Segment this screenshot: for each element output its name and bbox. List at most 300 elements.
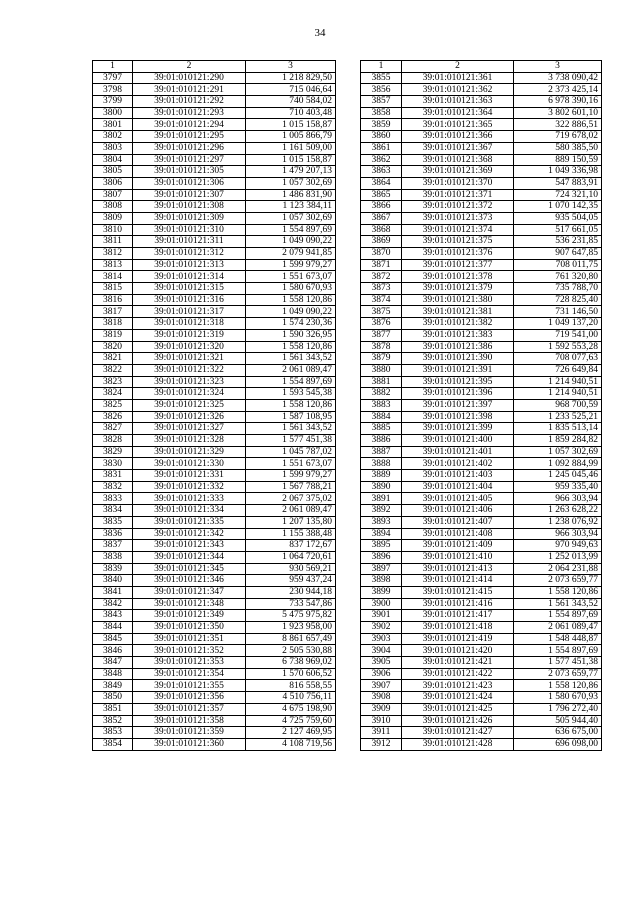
- row-number: 3866: [361, 201, 402, 213]
- table-row: [361, 668, 602, 680]
- cadastral-number: 39:01:010121:396: [402, 388, 514, 400]
- table-row: [361, 551, 602, 563]
- row-number: 3911: [361, 727, 402, 739]
- row-number: 3879: [361, 353, 402, 365]
- value: 708 011,75: [514, 259, 602, 271]
- row-number: 3862: [361, 154, 402, 166]
- table-row: [361, 645, 602, 657]
- value: 710 403,48: [246, 107, 336, 119]
- cadastral-number: 39:01:010121:381: [402, 306, 514, 318]
- row-number: 3812: [93, 248, 133, 260]
- row-number: 3802: [93, 131, 133, 143]
- row-number: 3881: [361, 376, 402, 388]
- value: 2 061 089,47: [246, 505, 336, 517]
- value: 505 944,40: [514, 715, 602, 727]
- value: 1 558 120,86: [514, 680, 602, 692]
- value: 2 079 941,85: [246, 248, 336, 260]
- cadastral-number: 39:01:010121:419: [402, 633, 514, 645]
- cadastral-number: 39:01:010121:382: [402, 318, 514, 330]
- table-row: [93, 435, 336, 447]
- table-row: [93, 563, 336, 575]
- table-row: [361, 294, 602, 306]
- row-number: 3865: [361, 189, 402, 201]
- cadastral-number: 39:01:010121:378: [402, 271, 514, 283]
- row-number: 3859: [361, 119, 402, 131]
- row-number: 3817: [93, 306, 133, 318]
- value: 1 577 451,38: [514, 657, 602, 669]
- value: 636 675,00: [514, 727, 602, 739]
- cadastral-number: 39:01:010121:362: [402, 84, 514, 96]
- value: 1 554 897,69: [514, 645, 602, 657]
- table-row: [93, 318, 336, 330]
- table-row: [361, 458, 602, 470]
- table-row: [361, 575, 602, 587]
- value: 1 561 343,52: [514, 598, 602, 610]
- cadastral-number: 39:01:010121:410: [402, 551, 514, 563]
- table-row: [361, 189, 602, 201]
- value: 2 073 659,77: [514, 575, 602, 587]
- table-row: [361, 376, 602, 388]
- value: 1 214 940,51: [514, 388, 602, 400]
- cadastral-number: 39:01:010121:405: [402, 493, 514, 505]
- table-row: [361, 411, 602, 423]
- value: 837 172,67: [246, 540, 336, 552]
- value: 1 593 545,38: [246, 388, 336, 400]
- table-row: [93, 680, 336, 692]
- row-number: 3848: [93, 668, 133, 680]
- cadastral-number: 39:01:010121:386: [402, 341, 514, 353]
- row-number: 3825: [93, 399, 133, 411]
- table-row: [93, 271, 336, 283]
- table-row: [93, 341, 336, 353]
- row-number: 3833: [93, 493, 133, 505]
- table-row: [361, 586, 602, 598]
- cadastral-number: 39:01:010121:368: [402, 154, 514, 166]
- cadastral-number: 39:01:010121:322: [133, 364, 246, 376]
- value: 726 649,84: [514, 364, 602, 376]
- value: 4 108 719,56: [246, 738, 336, 750]
- cadastral-number: 39:01:010121:369: [402, 166, 514, 178]
- cadastral-number: 39:01:010121:358: [133, 715, 246, 727]
- table-row: [93, 598, 336, 610]
- cadastral-number: 39:01:010121:380: [402, 294, 514, 306]
- row-number: 3803: [93, 142, 133, 154]
- value: 1 123 384,11: [246, 201, 336, 213]
- value: 322 886,51: [514, 119, 602, 131]
- cadastral-number: 39:01:010121:335: [133, 516, 246, 528]
- value: 970 949,63: [514, 540, 602, 552]
- cadastral-number: 39:01:010121:350: [133, 622, 246, 634]
- value: 1 005 866,79: [246, 131, 336, 143]
- table-row: [93, 376, 336, 388]
- table-row: [361, 306, 602, 318]
- value: 8 861 657,49: [246, 633, 336, 645]
- row-number: 3851: [93, 703, 133, 715]
- table-row: [361, 622, 602, 634]
- table-row: [361, 680, 602, 692]
- value: 959 335,40: [514, 481, 602, 493]
- cadastral-number: 39:01:010121:413: [402, 563, 514, 575]
- table-row: [361, 446, 602, 458]
- cadastral-number: 39:01:010121:383: [402, 329, 514, 341]
- value: 1 577 451,38: [246, 435, 336, 447]
- cadastral-number: 39:01:010121:428: [402, 738, 514, 750]
- value: 1 590 326,95: [246, 329, 336, 341]
- value: 708 077,63: [514, 353, 602, 365]
- cadastral-number: 39:01:010121:404: [402, 481, 514, 493]
- row-number: 3834: [93, 505, 133, 517]
- cadastral-number: 39:01:010121:416: [402, 598, 514, 610]
- row-number: 3843: [93, 610, 133, 622]
- row-number: 3831: [93, 470, 133, 482]
- value: 1 554 897,69: [514, 610, 602, 622]
- left-table: [92, 60, 336, 751]
- cadastral-number: 39:01:010121:366: [402, 131, 514, 143]
- cadastral-number: 39:01:010121:321: [133, 353, 246, 365]
- value: 966 303,94: [514, 528, 602, 540]
- table-row: [361, 224, 602, 236]
- cadastral-number: 39:01:010121:318: [133, 318, 246, 330]
- row-number: 3863: [361, 166, 402, 178]
- table-row: [93, 516, 336, 528]
- table-row: [93, 411, 336, 423]
- row-number: 3857: [361, 96, 402, 108]
- table-row: [93, 586, 336, 598]
- table-row: [93, 727, 336, 739]
- value: 2 061 089,47: [514, 622, 602, 634]
- row-number: 3826: [93, 411, 133, 423]
- value: 1 558 120,86: [514, 586, 602, 598]
- table-row: [361, 692, 602, 704]
- row-number: 3806: [93, 177, 133, 189]
- row-number: 3853: [93, 727, 133, 739]
- value: 719 541,00: [514, 329, 602, 341]
- cadastral-number: 39:01:010121:422: [402, 668, 514, 680]
- value: 1 558 120,86: [246, 341, 336, 353]
- column-header: 2: [402, 61, 514, 73]
- value: 1 835 513,14: [514, 423, 602, 435]
- cadastral-number: 39:01:010121:395: [402, 376, 514, 388]
- table-row: [93, 201, 336, 213]
- column-header: 3: [246, 61, 336, 73]
- table-row: [361, 271, 602, 283]
- value: 4 510 756,11: [246, 692, 336, 704]
- table-row: [361, 201, 602, 213]
- cadastral-number: 39:01:010121:342: [133, 528, 246, 540]
- row-number: 3891: [361, 493, 402, 505]
- row-number: 3852: [93, 715, 133, 727]
- cadastral-number: 39:01:010121:345: [133, 563, 246, 575]
- cadastral-number: 39:01:010121:296: [133, 142, 246, 154]
- row-number: 3842: [93, 598, 133, 610]
- cadastral-number: 39:01:010121:420: [402, 645, 514, 657]
- value: 1 567 788,21: [246, 481, 336, 493]
- row-number: 3899: [361, 586, 402, 598]
- row-number: 3864: [361, 177, 402, 189]
- table-row: [93, 575, 336, 587]
- row-number: 3910: [361, 715, 402, 727]
- cadastral-number: 39:01:010121:349: [133, 610, 246, 622]
- table-row: [361, 703, 602, 715]
- value: 1 049 336,98: [514, 166, 602, 178]
- row-number: 3894: [361, 528, 402, 540]
- value: 719 678,02: [514, 131, 602, 143]
- cadastral-number: 39:01:010121:376: [402, 248, 514, 260]
- row-number: 3800: [93, 107, 133, 119]
- row-number: 3880: [361, 364, 402, 376]
- value: 1 486 831,90: [246, 189, 336, 201]
- value: 1 161 509,00: [246, 142, 336, 154]
- value: 761 320,80: [514, 271, 602, 283]
- cadastral-number: 39:01:010121:427: [402, 727, 514, 739]
- cadastral-number: 39:01:010121:426: [402, 715, 514, 727]
- table-row: [361, 107, 602, 119]
- row-number: 3816: [93, 294, 133, 306]
- cadastral-number: 39:01:010121:293: [133, 107, 246, 119]
- row-number: 3886: [361, 435, 402, 447]
- cadastral-number: 39:01:010121:297: [133, 154, 246, 166]
- table-row: [361, 505, 602, 517]
- table-row: [361, 516, 602, 528]
- table-row: [93, 715, 336, 727]
- value: 1 064 720,61: [246, 551, 336, 563]
- cadastral-number: 39:01:010121:325: [133, 399, 246, 411]
- cadastral-number: 39:01:010121:343: [133, 540, 246, 552]
- column-header: 2: [133, 61, 246, 73]
- cadastral-number: 39:01:010121:306: [133, 177, 246, 189]
- row-number: 3840: [93, 575, 133, 587]
- table-row: [93, 388, 336, 400]
- value: 696 098,00: [514, 738, 602, 750]
- row-number: 3846: [93, 645, 133, 657]
- row-number: 3869: [361, 236, 402, 248]
- table-row: [93, 423, 336, 435]
- cadastral-number: 39:01:010121:375: [402, 236, 514, 248]
- cadastral-number: 39:01:010121:377: [402, 259, 514, 271]
- row-number: 3801: [93, 119, 133, 131]
- row-number: 3867: [361, 212, 402, 224]
- table-row: [93, 399, 336, 411]
- cadastral-number: 39:01:010121:317: [133, 306, 246, 318]
- column-header: 1: [93, 61, 133, 73]
- row-number: 3830: [93, 458, 133, 470]
- cadastral-number: 39:01:010121:421: [402, 657, 514, 669]
- cadastral-number: 39:01:010121:424: [402, 692, 514, 704]
- table-row: [361, 423, 602, 435]
- row-number: 3900: [361, 598, 402, 610]
- table-row: [361, 72, 602, 84]
- row-number: 3821: [93, 353, 133, 365]
- row-number: 3841: [93, 586, 133, 598]
- row-number: 3837: [93, 540, 133, 552]
- cadastral-number: 39:01:010121:418: [402, 622, 514, 634]
- cadastral-number: 39:01:010121:351: [133, 633, 246, 645]
- row-number: 3797: [93, 72, 133, 84]
- table-row: [93, 657, 336, 669]
- row-number: 3888: [361, 458, 402, 470]
- cadastral-number: 39:01:010121:320: [133, 341, 246, 353]
- value: 968 700,59: [514, 399, 602, 411]
- table-row: [361, 142, 602, 154]
- cadastral-number: 39:01:010121:323: [133, 376, 246, 388]
- row-number: 3908: [361, 692, 402, 704]
- value: 1 580 670,93: [514, 692, 602, 704]
- table-row: [361, 131, 602, 143]
- row-number: 3804: [93, 154, 133, 166]
- value: 2 073 659,77: [514, 668, 602, 680]
- value: 2 373 425,14: [514, 84, 602, 96]
- table-row: [93, 668, 336, 680]
- table-row: [93, 154, 336, 166]
- value: 2 061 089,47: [246, 364, 336, 376]
- cadastral-number: 39:01:010121:292: [133, 96, 246, 108]
- value: 1 207 135,80: [246, 516, 336, 528]
- table-header-row: [361, 61, 602, 73]
- value: 6 738 969,02: [246, 657, 336, 669]
- table-row: [93, 738, 336, 750]
- value: 1 070 142,35: [514, 201, 602, 213]
- table-row: [93, 119, 336, 131]
- row-number: 3868: [361, 224, 402, 236]
- cadastral-number: 39:01:010121:330: [133, 458, 246, 470]
- cadastral-number: 39:01:010121:373: [402, 212, 514, 224]
- row-number: 3906: [361, 668, 402, 680]
- value: 1 587 108,95: [246, 411, 336, 423]
- value: 935 504,05: [514, 212, 602, 224]
- value: 733 547,86: [246, 598, 336, 610]
- cadastral-number: 39:01:010121:309: [133, 212, 246, 224]
- table-row: [361, 399, 602, 411]
- table-row: [361, 481, 602, 493]
- table-row: [361, 259, 602, 271]
- value: 1 580 670,93: [246, 283, 336, 295]
- table-row: [93, 364, 336, 376]
- row-number: 3856: [361, 84, 402, 96]
- table-row: [93, 84, 336, 96]
- cadastral-number: 39:01:010121:367: [402, 142, 514, 154]
- table-row: [93, 259, 336, 271]
- row-number: 3799: [93, 96, 133, 108]
- row-number: 3807: [93, 189, 133, 201]
- cadastral-number: 39:01:010121:310: [133, 224, 246, 236]
- value: 4 725 759,60: [246, 715, 336, 727]
- row-number: 3903: [361, 633, 402, 645]
- table-row: [361, 177, 602, 189]
- table-row: [93, 177, 336, 189]
- table-row: [93, 329, 336, 341]
- value: 2 067 375,02: [246, 493, 336, 505]
- row-number: 3858: [361, 107, 402, 119]
- cadastral-number: 39:01:010121:371: [402, 189, 514, 201]
- row-number: 3823: [93, 376, 133, 388]
- cadastral-number: 39:01:010121:329: [133, 446, 246, 458]
- value: 1 049 137,20: [514, 318, 602, 330]
- row-number: 3822: [93, 364, 133, 376]
- value: 724 321,10: [514, 189, 602, 201]
- row-number: 3849: [93, 680, 133, 692]
- value: 1 561 343,52: [246, 353, 336, 365]
- table-row: [93, 610, 336, 622]
- value: 1 859 284,82: [514, 435, 602, 447]
- cadastral-number: 39:01:010121:406: [402, 505, 514, 517]
- cadastral-number: 39:01:010121:415: [402, 586, 514, 598]
- row-number: 3893: [361, 516, 402, 528]
- table-row: [361, 470, 602, 482]
- value: 1 252 013,99: [514, 551, 602, 563]
- table-row: [93, 703, 336, 715]
- table-row: [361, 540, 602, 552]
- cadastral-number: 39:01:010121:328: [133, 435, 246, 447]
- cadastral-number: 39:01:010121:354: [133, 668, 246, 680]
- cadastral-number: 39:01:010121:423: [402, 680, 514, 692]
- value: 1 574 230,36: [246, 318, 336, 330]
- cadastral-number: 39:01:010121:316: [133, 294, 246, 306]
- table-row: [93, 540, 336, 552]
- table-row: [361, 166, 602, 178]
- value: 1 592 553,28: [514, 341, 602, 353]
- column-header: 3: [514, 61, 602, 73]
- table-row: [93, 166, 336, 178]
- page-number: 34: [314, 27, 326, 39]
- value: 3 738 090,42: [514, 72, 602, 84]
- cadastral-number: 39:01:010121:355: [133, 680, 246, 692]
- cadastral-number: 39:01:010121:291: [133, 84, 246, 96]
- value: 715 046,64: [246, 84, 336, 96]
- row-number: 3829: [93, 446, 133, 458]
- table-row: [93, 481, 336, 493]
- value: 1 548 448,87: [514, 633, 602, 645]
- cadastral-number: 39:01:010121:379: [402, 283, 514, 295]
- value: 4 675 198,90: [246, 703, 336, 715]
- table-row: [93, 551, 336, 563]
- row-number: 3818: [93, 318, 133, 330]
- cadastral-number: 39:01:010121:414: [402, 575, 514, 587]
- cadastral-number: 39:01:010121:311: [133, 236, 246, 248]
- table-row: [93, 142, 336, 154]
- value: 2 127 469,95: [246, 727, 336, 739]
- table-row: [93, 189, 336, 201]
- cadastral-number: 39:01:010121:425: [402, 703, 514, 715]
- value: 517 661,05: [514, 224, 602, 236]
- value: 580 385,50: [514, 142, 602, 154]
- row-number: 3901: [361, 610, 402, 622]
- cadastral-number: 39:01:010121:356: [133, 692, 246, 704]
- row-number: 3855: [361, 72, 402, 84]
- row-number: 3872: [361, 271, 402, 283]
- row-number: 3884: [361, 411, 402, 423]
- value: 1 551 673,07: [246, 271, 336, 283]
- value: 1 015 158,87: [246, 119, 336, 131]
- value: 1 214 940,51: [514, 376, 602, 388]
- row-number: 3832: [93, 481, 133, 493]
- value: 959 437,24: [246, 575, 336, 587]
- cadastral-number: 39:01:010121:402: [402, 458, 514, 470]
- table-row: [93, 131, 336, 143]
- value: 889 150,59: [514, 154, 602, 166]
- value: 1 599 979,27: [246, 259, 336, 271]
- table-row: [361, 657, 602, 669]
- row-number: 3813: [93, 259, 133, 271]
- value: 1 245 045,46: [514, 470, 602, 482]
- row-number: 3878: [361, 341, 402, 353]
- value: 816 558,55: [246, 680, 336, 692]
- table-row: [93, 72, 336, 84]
- cadastral-number: 39:01:010121:417: [402, 610, 514, 622]
- row-number: 3820: [93, 341, 133, 353]
- row-number: 3814: [93, 271, 133, 283]
- value: 1 057 302,69: [246, 212, 336, 224]
- value: 230 944,18: [246, 586, 336, 598]
